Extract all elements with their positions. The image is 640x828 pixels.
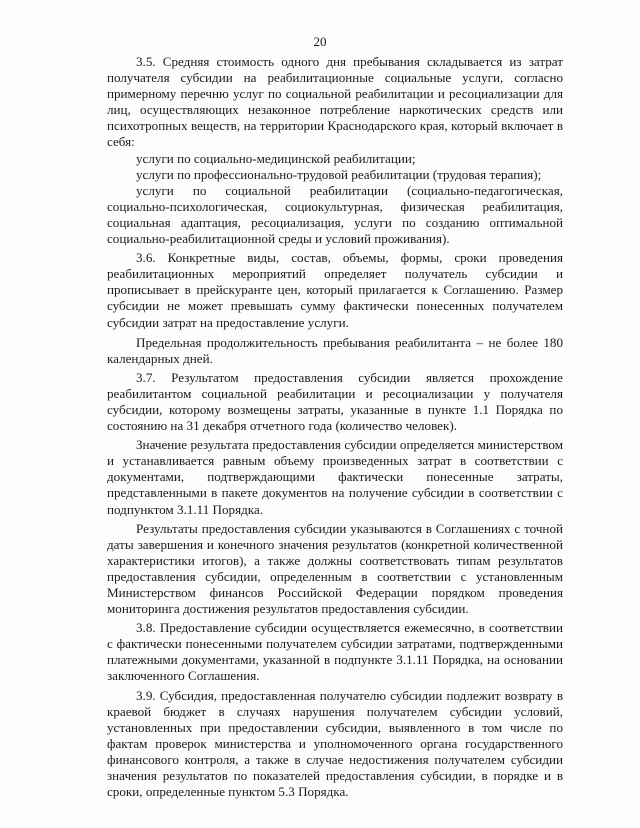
paragraph-3-9: 3.9. Субсидия, предоставленная получателю субсидии подлежит возврату в краевой бюджет в случаях нарушения получателем субсидии условий, установленных при предоставлении субсидии, выявленного в том числе по фактам проверок министерства и уполномоченного органа государственного финансового контроля, а также в случае недостижения получателем субсидии значения результатов по показателей предоставления субсидии, в порядке и в сроки, определенные пунктом 5.3 Порядка. bbox=[107, 687, 563, 800]
paragraph-result-value: Значение результата предоставления субсидии определяется министерством и устанавливается равным объему произведенных затрат в соответствии с документами, подтверждающими фактически понесенные затраты, представленными в пакете документов на получение субсидии в соответствии с подпунктом 3.1.11 Порядка. bbox=[107, 437, 563, 517]
paragraph-3-6: 3.6. Конкретные виды, состав, объемы, формы, сроки проведения реабилитационных мероприятий определяет получатель субсидии и прописывает в прейскуранте цен, который прилагается к Соглашению. Размер субсидии не может превышать сумму фактически понесенных получателем субсидии затрат на предоставление услуги. bbox=[107, 250, 563, 330]
paragraph-3-7: 3.7. Результатом предоставления субсидии является прохождение реабилитантом социальной реабилитации и ресоциализации у получателя субсидии, которому возмещены затраты, указанные в пункте 1.1 Порядка по состоянию на 31 декабря отчетного года (количество человек). bbox=[107, 369, 563, 434]
list-item-social: услуги по социальной реабилитации (социально-педагогическая, социально-психологическая, социокультурная, физическая реабилитация, социальная адаптация, ресоциализация, услуги по созданию оптимальной социально-реабилитационной среды и условий проживания). bbox=[107, 182, 563, 247]
list-item-medical: услуги по социально-медицинской реабилитации; bbox=[136, 150, 416, 166]
paragraph-3-5: 3.5. Средняя стоимость одного дня пребывания складывается из затрат получателя субсидии на реабилитационные социальные услуги, согласно примерному перечню услуг по социальной реабилитации и ресоциализации для лиц, осуществляющих незаконное потребление наркотических средств или психотропных веществ, на территории Краснодарского края, который включает в себя: bbox=[107, 54, 563, 150]
paragraph-3-8: 3.8. Предоставление субсидии осуществляется ежемесячно, в соответствии с фактически понесенными получателем субсидии затратами, подтвержденными платежными документами, указанной в подпункте 3.1.11 Порядка, на основании заключенного Соглашения. bbox=[107, 620, 563, 684]
document-body bbox=[107, 54, 563, 800]
page-number: 20 bbox=[313, 34, 327, 49]
list-item-labor: услуги по профессионально-трудовой реабилитации (трудовая терапия); bbox=[136, 166, 542, 182]
paragraph-results-agreements: Результаты предоставления субсидии указываются в Соглашениях с точной даты завершения и конечного значения результатов (конкретной количественной характеристики итогов), а также должны соответствовать типам результатов предоставления субсидии, определенным в соответствии с установленным Министерством финансов Российской Федерации порядком проведения мониторинга достижения результатов предоставления субсидии. bbox=[107, 520, 563, 617]
paragraph-duration-limit: Предельная продолжительность пребывания реабилитанта – не более 180 календарных дней. bbox=[107, 334, 563, 366]
